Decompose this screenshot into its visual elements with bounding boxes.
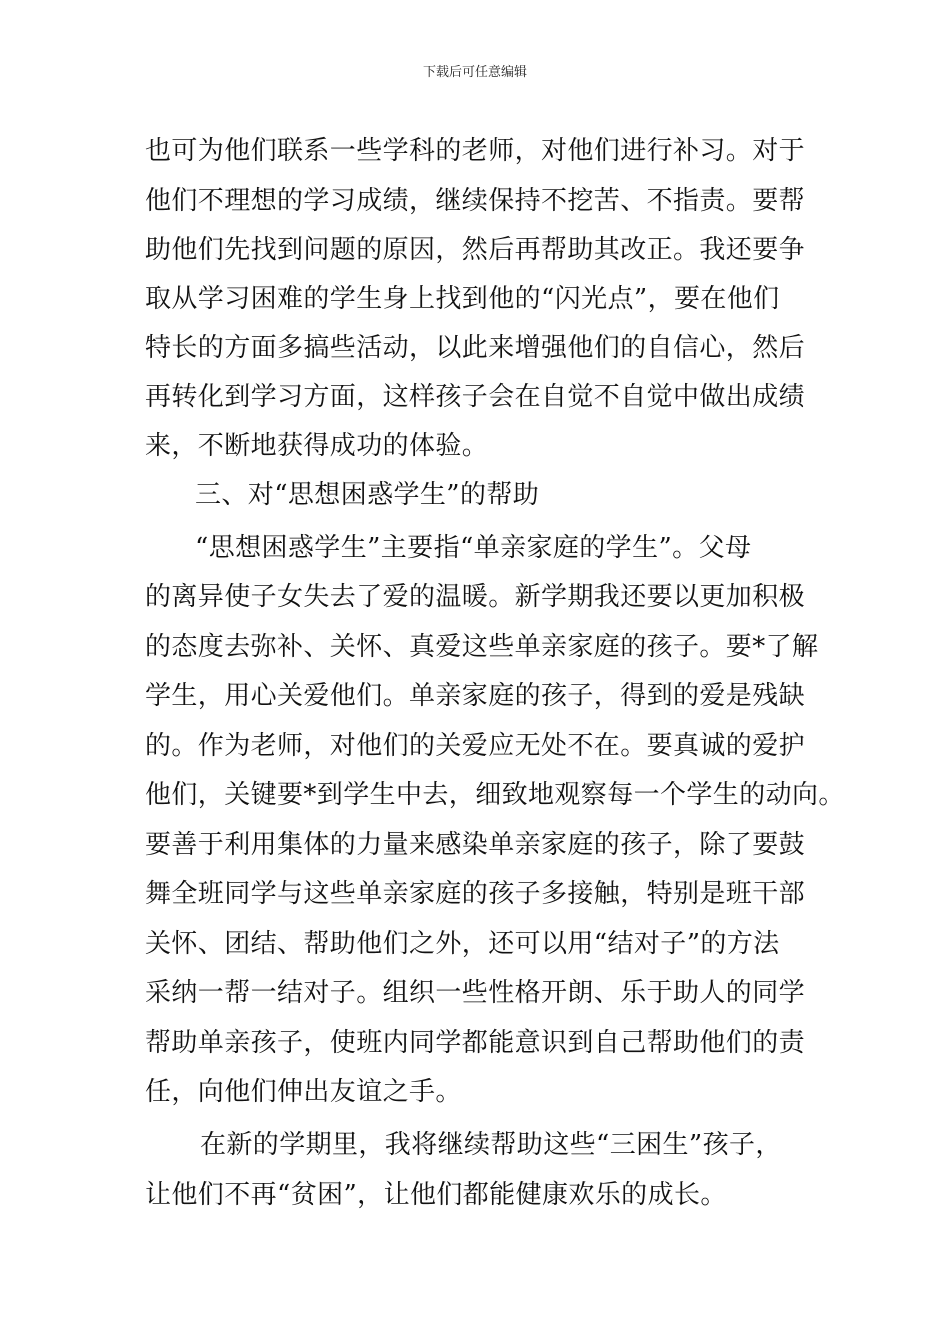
text-line: 来，不断地获得成功的体验。 bbox=[145, 431, 489, 461]
text-line: 他们，关键要*到学生中去，细致地观察每一个学生的动向。 bbox=[145, 780, 845, 810]
text-line: 再转化到学习方面，这样孩子会在自觉不自觉中做出成绩 bbox=[145, 382, 806, 412]
text-line: 任，向他们伸出友谊之手。 bbox=[145, 1077, 462, 1107]
text-line: 特长的方面多搞些活动，以此来增强他们的自信心，然后 bbox=[145, 333, 806, 363]
text-line: 采纳一帮一结对子。组织一些性格开朗、乐于助人的同学 bbox=[145, 978, 806, 1008]
section-heading: 三、对“思想困惑学生”的帮助 bbox=[195, 480, 540, 510]
text-line: 的态度去弥补、关怀、真爱这些单亲家庭的孩子。要*了解 bbox=[145, 632, 819, 662]
text-line: 帮助单亲孩子，使班内同学都能意识到自己帮助他们的责 bbox=[145, 1028, 806, 1058]
text-line: 的。作为老师，对他们的关爱应无处不在。要真诚的爱护 bbox=[145, 731, 806, 761]
text-line: 他们不理想的学习成绩，继续保持不挖苦、不指责。要帮 bbox=[145, 186, 806, 216]
text-line: 在新的学期里，我将继续帮助这些“三困生”孩子， bbox=[200, 1130, 782, 1160]
text-line: 的离异使子女失去了爱的温暖。新学期我还要以更加积极 bbox=[145, 582, 806, 612]
text-line: 学生，用心关爱他们。单亲家庭的孩子，得到的爱是残缺 bbox=[145, 681, 806, 711]
text-line: 助他们先找到问题的原因，然后再帮助其改正。我还要争 bbox=[145, 235, 806, 265]
text-line: 也可为他们联系一些学科的老师，对他们进行补习。对于 bbox=[145, 136, 806, 166]
text-line: 让他们不再“贫困”，让他们都能健康欢乐的成长。 bbox=[145, 1180, 727, 1210]
page-header: 下载后可任意编辑 bbox=[422, 65, 527, 80]
text-line: 要善于利用集体的力量来感染单亲家庭的孩子，除了要鼓 bbox=[145, 830, 806, 860]
text-line: 关怀、团结、帮助他们之外，还可以用“结对子”的方法 bbox=[145, 929, 780, 959]
text-line: “思想困惑学生”主要指“单亲家庭的学生”。父母 bbox=[195, 533, 752, 563]
text-line: 取从学习困难的学生身上找到他的“闪光点”，要在他们 bbox=[145, 284, 780, 314]
text-line: 舞全班同学与这些单亲家庭的孩子多接触，特别是班干部 bbox=[145, 879, 806, 909]
